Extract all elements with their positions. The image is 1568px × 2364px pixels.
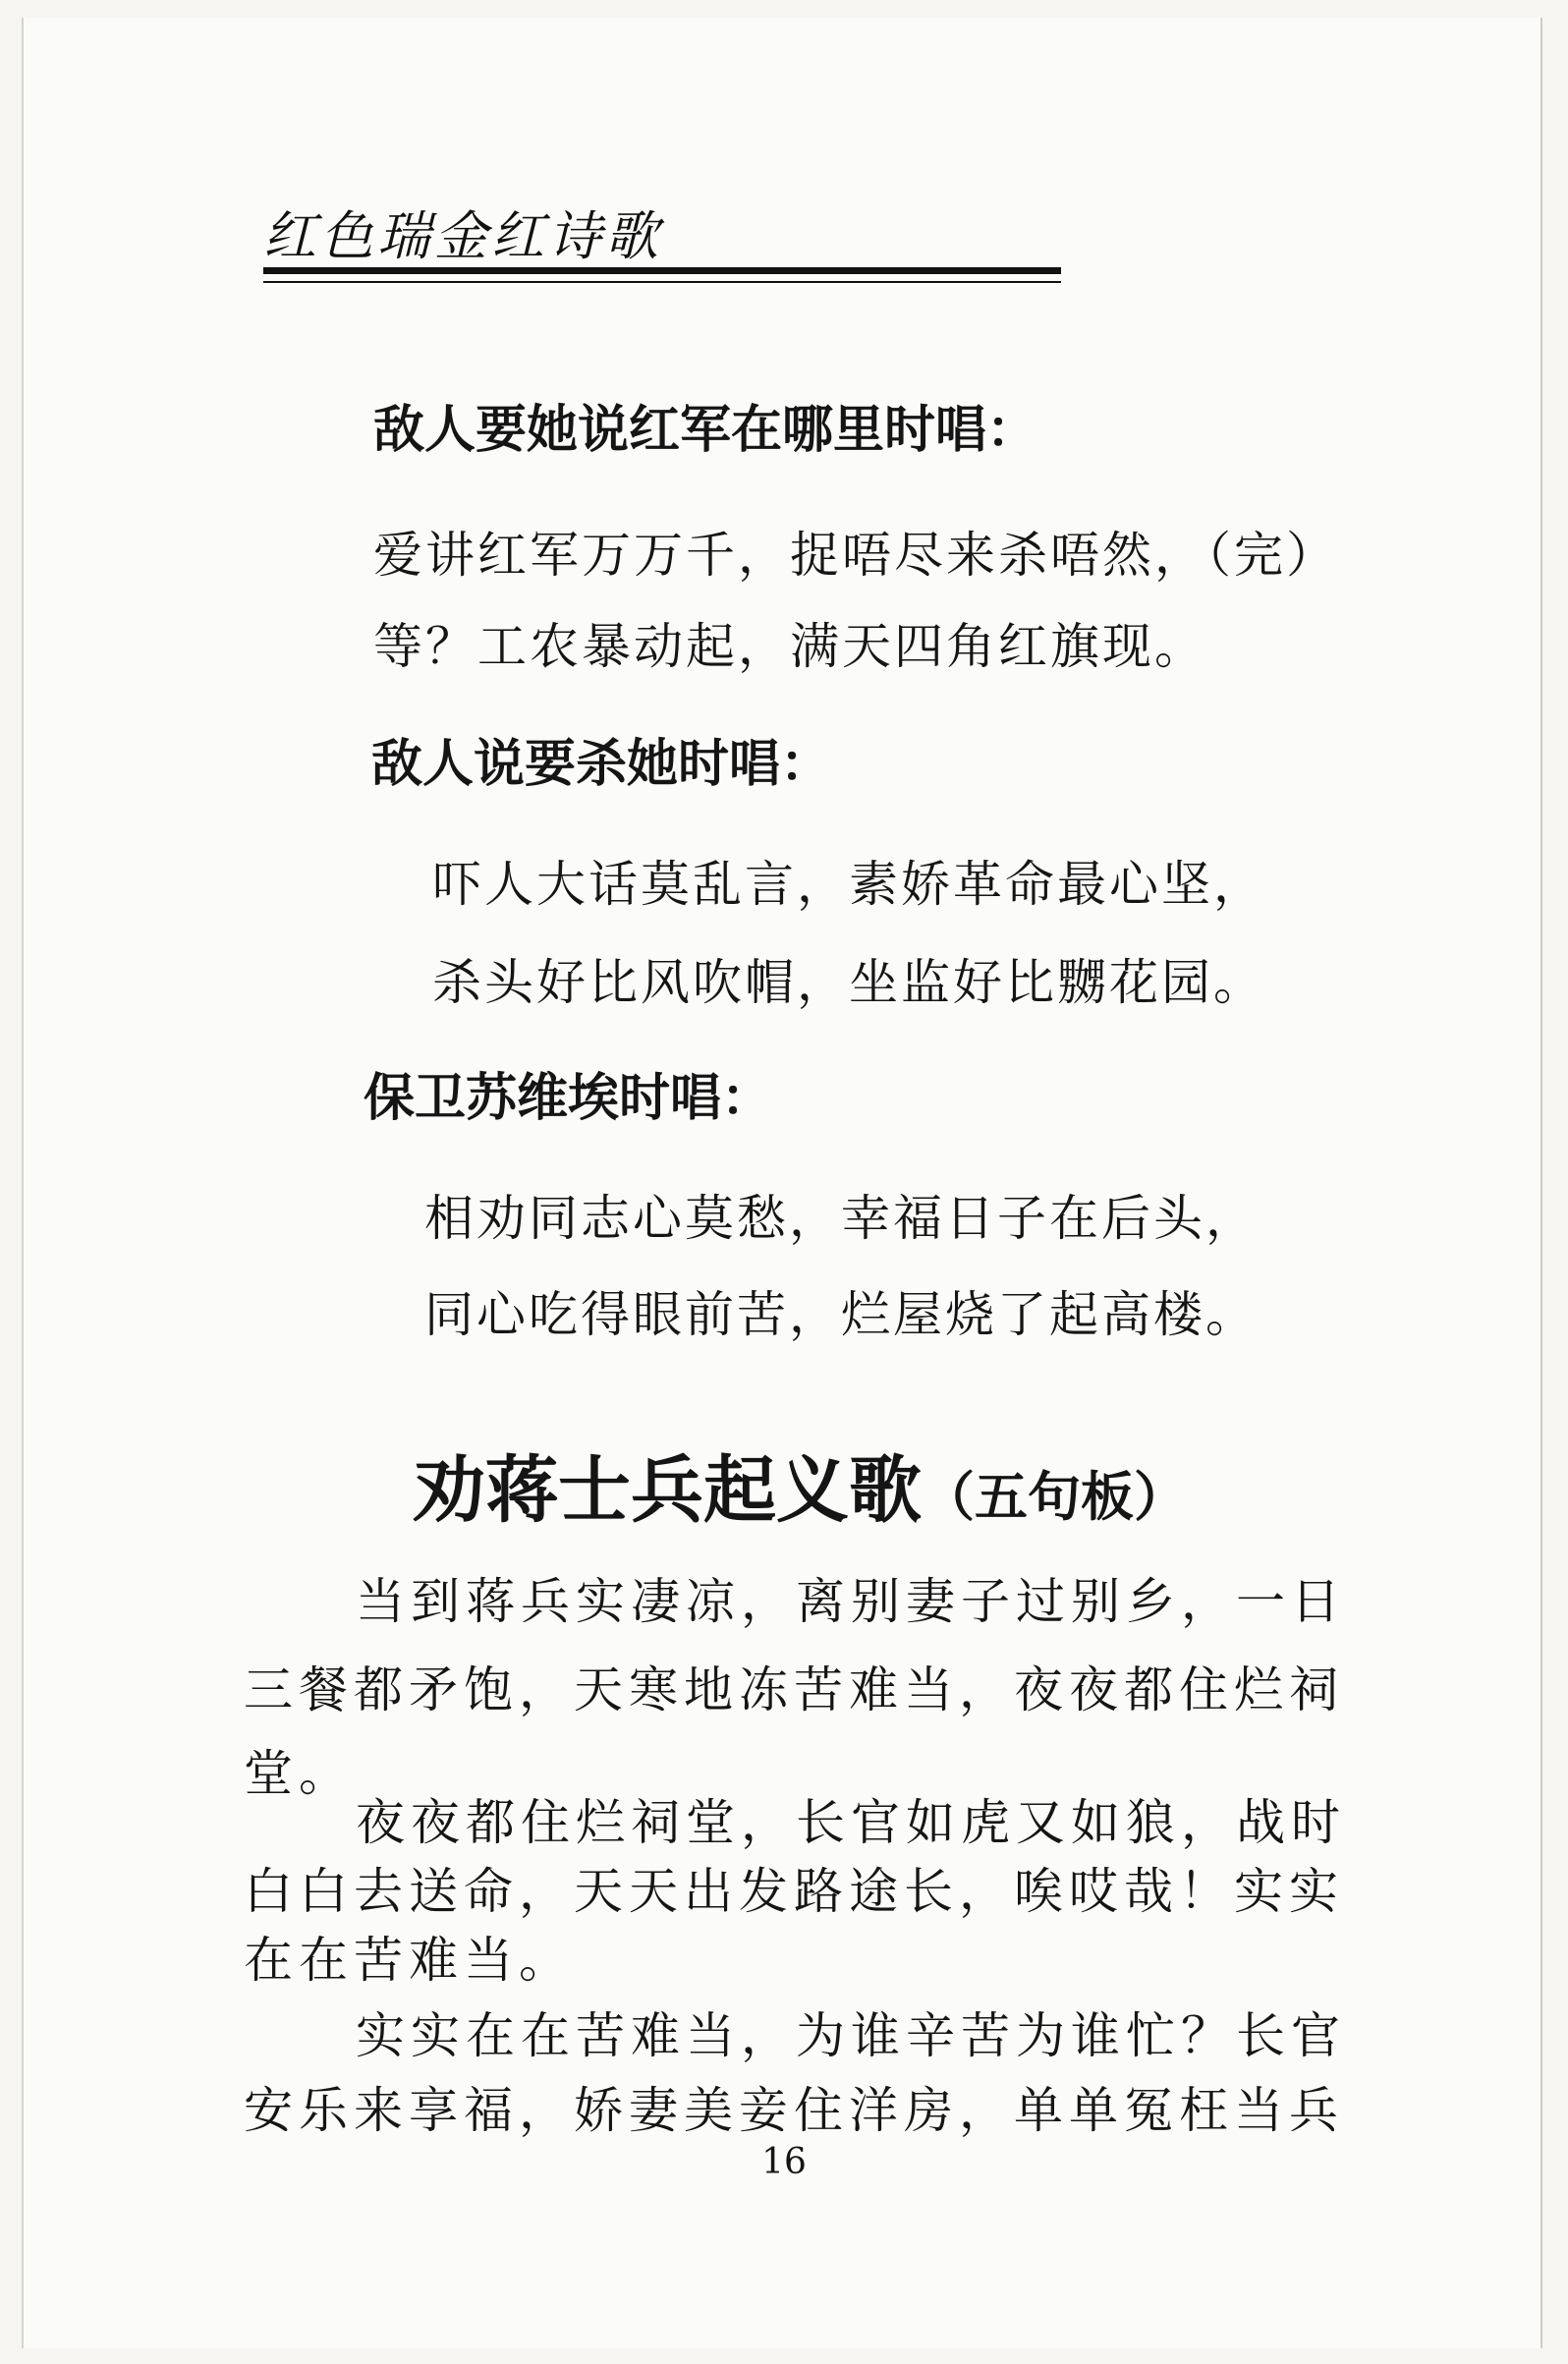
prose-line: 在在苦难当。 <box>244 1932 574 1989</box>
prose-line: 堂。 <box>244 1745 354 1802</box>
prose-line: 安乐来享福，娇妻美妾住洋房，单单冤枉当兵 <box>244 2082 1344 2139</box>
header-rule-thin <box>263 281 1061 283</box>
prose-line: 实实在在苦难当，为谁辛苦为谁忙？长官 <box>356 2007 1346 2064</box>
verse-line: 吓人大话莫乱言，素娇革命最心坚， <box>432 856 1265 913</box>
song-title-main: 劝蒋士兵起义歌 <box>413 1448 922 1533</box>
verse-line: 相劝同志心莫愁，幸福日子在后头， <box>424 1190 1258 1247</box>
section-heading: 敌人说要杀她时唱： <box>371 735 832 794</box>
verse-line: 爱讲红军万万千，捉唔尽来杀唔然，（完） <box>373 527 1338 584</box>
header-rule-thick <box>263 267 1061 274</box>
prose-line: 三餐都矛饱，天寒地冻苦难当，夜夜都住烂祠 <box>244 1661 1344 1718</box>
song-title <box>413 1433 1187 1537</box>
song-subtitle: （五句板） <box>922 1465 1187 1528</box>
prose-line: 白白去送命，天天出发路途长，唉哎哉！实实 <box>244 1863 1344 1920</box>
prose-line: 当到蒋兵实凄凉，离别妻子过别乡，一日 <box>356 1573 1346 1630</box>
page-number: 16 <box>761 2142 807 2182</box>
section-heading: 敌人要她说红军在哪里时唱： <box>373 401 1038 460</box>
section-heading: 保卫苏维埃时唱： <box>364 1069 773 1128</box>
running-header: 红色瑞金红诗歌 <box>263 205 662 267</box>
verse-line: 等？工农暴动起，满天四角红旗现。 <box>373 618 1206 675</box>
prose-line: 夜夜都住烂祠堂，长官如虎又如狼，战时 <box>356 1794 1346 1851</box>
verse-line: 同心吃得眼前苦，烂屋烧了起高楼。 <box>424 1286 1258 1343</box>
verse-line: 杀头好比风吹帽，坐监好比嬲花园。 <box>432 954 1265 1011</box>
